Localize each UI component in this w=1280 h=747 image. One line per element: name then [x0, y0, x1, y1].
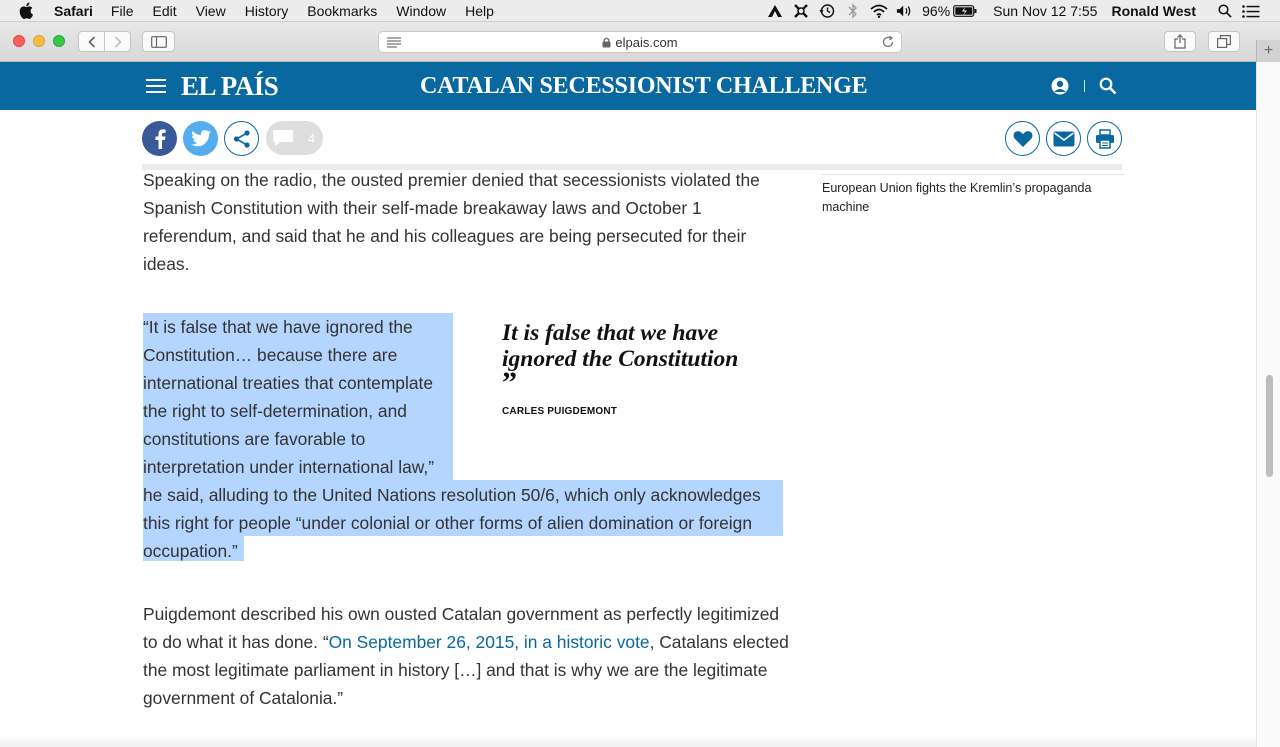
sidebar-icon [151, 36, 167, 48]
facebook-icon [154, 129, 166, 149]
back-button[interactable] [78, 31, 105, 52]
wifi-icon[interactable] [870, 3, 888, 19]
site-header [0, 62, 1256, 110]
lock-icon [602, 37, 611, 48]
show-sidebar-button[interactable] [142, 31, 175, 52]
notification-center-icon[interactable] [1242, 3, 1260, 19]
time-machine-icon[interactable] [818, 3, 836, 19]
quote-line: Constitution… because there are [143, 345, 398, 365]
paragraph-text: , Catalans elected the most legitimate parliament in history […] and that is why we are the legitimate government of Catalonia.” [143, 632, 789, 708]
menu-file[interactable]: File [110, 3, 134, 19]
heart-icon [1013, 130, 1033, 148]
user-icon[interactable] [1050, 77, 1070, 95]
menu-history[interactable]: History [244, 3, 289, 19]
section-title[interactable]: CATALAN SECESSIONIST CHALLENGE [420, 73, 868, 99]
share-button[interactable] [1164, 31, 1196, 52]
quote-line: “It is false that we have ignored the [143, 317, 413, 337]
page-scrollbar[interactable] [1256, 62, 1280, 747]
quote-mark-icon: ” [502, 366, 517, 399]
clock[interactable]: Sun Nov 12 7:55 [993, 3, 1098, 19]
menu-safari[interactable]: Safari [54, 3, 93, 19]
save-favorite-button[interactable] [1005, 121, 1040, 156]
quote-line: he said, alluding to the United Nations resolution 50/6, which only acknowledges [143, 485, 761, 505]
url-text[interactable] [379, 35, 901, 50]
menu-bookmarks[interactable]: Bookmarks [307, 3, 378, 19]
comment-bubble-icon [272, 129, 294, 147]
battery-icon[interactable] [953, 3, 977, 19]
chevron-right-icon [114, 36, 122, 48]
menu-edit[interactable]: Edit [152, 3, 177, 19]
paragraph-text: Puigdemont described his own ousted Catalan government as perfectly legitimized to do what it has done. “ [143, 604, 780, 652]
share-more-button[interactable] [224, 121, 259, 156]
facebook-share-button[interactable] [142, 121, 177, 156]
close-window-button[interactable] [13, 35, 25, 47]
tabs-icon [1217, 35, 1231, 48]
menu-bar [0, 0, 1280, 22]
twitter-icon [191, 130, 211, 147]
quote-line: international treaties that contemplate [143, 373, 434, 393]
comments-button[interactable] [266, 121, 323, 155]
envelope-icon [1053, 131, 1075, 147]
volume-icon[interactable] [896, 3, 914, 19]
quote-line: the right to self-determination, and [143, 401, 407, 421]
article-paragraph-3 [143, 600, 793, 712]
share-nodes-icon [232, 129, 252, 149]
address-bar[interactable] [378, 31, 902, 53]
chevron-left-icon [88, 36, 96, 48]
apple-icon[interactable] [19, 2, 33, 19]
header-separator [1084, 80, 1085, 92]
search-icon[interactable] [1099, 77, 1117, 95]
scrollbar-thumb[interactable] [1266, 375, 1273, 477]
menu-window[interactable]: Window [396, 3, 447, 19]
printer-icon [1095, 129, 1115, 149]
comment-count: 4 [308, 130, 316, 146]
browser-toolbar [0, 22, 1280, 62]
window-bottom-edge [0, 735, 1256, 747]
minimize-window-button[interactable] [33, 35, 45, 47]
print-button[interactable] [1087, 121, 1122, 156]
email-button[interactable] [1046, 121, 1081, 156]
menu-view[interactable]: View [195, 3, 226, 19]
quote-line: interpretation under international law,” [143, 457, 434, 477]
plus-icon: + [1263, 42, 1274, 59]
reload-icon[interactable] [881, 35, 895, 49]
pull-quote-author: CARLES PUIGDEMONT [502, 406, 618, 417]
historic-vote-link[interactable]: On September 26, 2015, in a historic vote [328, 632, 650, 652]
site-logo[interactable]: EL PAÍS [181, 71, 279, 101]
quote-line: occupation.” [143, 541, 238, 561]
quote-line: constitutions are favorable to [143, 429, 366, 449]
url-domain: elpais.com [615, 35, 678, 50]
spotlight-icon[interactable] [1216, 3, 1234, 19]
show-tabs-button[interactable] [1208, 31, 1240, 52]
quote-line: this right for people “under colonial or other forms of alien domination or foreign [143, 513, 753, 533]
sidebar-divider [822, 174, 1124, 175]
zoom-window-button[interactable] [53, 35, 65, 47]
cloud-app-icon[interactable] [766, 3, 784, 19]
menu-icon[interactable] [146, 79, 166, 94]
user-name[interactable]: Ronald West [1111, 3, 1196, 19]
pull-quote [502, 320, 772, 417]
related-story-link[interactable]: European Union fights the Kremlin’s propaganda machine [822, 181, 1092, 214]
share-icon [1174, 34, 1186, 49]
menu-help[interactable]: Help [465, 3, 494, 19]
twitter-share-button[interactable] [183, 121, 218, 156]
pull-quote-text: It is false that we have ignored the Constitution [502, 320, 739, 372]
article-paragraph-1: Speaking on the radio, the ousted premier denied that secessionists violated the Spanish Constitution with their self-made breakaway laws and October 1 referendum, and said that he and his colleagues are being persecuted for their ideas. [143, 170, 760, 274]
forward-button[interactable] [104, 31, 131, 52]
battery-percent[interactable]: 96% [922, 3, 951, 19]
bluetooth-icon[interactable] [844, 3, 862, 19]
new-tab-button[interactable] [1256, 40, 1280, 62]
tools-icon[interactable] [792, 3, 810, 19]
